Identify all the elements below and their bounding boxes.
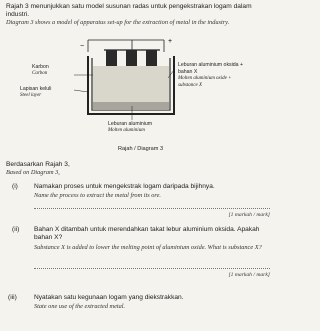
question-iii-ms: Nyatakan satu kegunaan logam yang diekstrakkan. (34, 294, 184, 301)
label-carbon-en: Carbon (32, 71, 48, 76)
based-on-en: Based on Diagram 3, (6, 169, 60, 176)
intro-ms: Rajah 3 menunjukkan satu model susunan radas untuk pengekstrakan logam dalam industri. (6, 3, 252, 18)
label-carbon-ms: Karbon (32, 64, 49, 70)
intro-en: Diagram 3 shows a model of apparatus set-up for the extraction of metal in the industry. (6, 19, 230, 26)
question-i-ms: Namakan proses untuk mengekstrak logam daripada bijihnya. (34, 183, 215, 190)
label-solution-en2: substance X (178, 83, 203, 88)
question-iii-en: State one use of the extracted metal. (34, 303, 126, 310)
label-solution-ms2: bahan X (178, 69, 198, 75)
question-ii-en: Substance X is added to lower the melting point of aluminium oxide. What is substance X? (34, 244, 262, 251)
question-ii-ms: Bahan X ditambah untuk merendahkan takat lebur aluminium oksida. Apakah bahan X? (34, 226, 260, 241)
answer-line-ii[interactable] (34, 268, 270, 269)
question-iii-number: (iii) (8, 294, 17, 301)
based-on-ms: Berdasarkan Rajah 3, (6, 161, 70, 168)
question-i-number: (i) (12, 183, 18, 190)
label-solution-en: Molten aluminium oxide + (178, 76, 232, 81)
label-molten-en: Molten aluminium (108, 128, 145, 133)
positive-sign: + (168, 38, 173, 45)
mark-i: [1 markah / mark] (228, 212, 270, 218)
question-ii-number: (ii) (12, 226, 20, 233)
label-steel-en: Steel layer (20, 93, 42, 98)
label-solution-ms: Leburan aluminium oksida + (178, 62, 244, 68)
mark-ii: [1 markah / mark] (228, 272, 270, 278)
diagram-caption: Rajah / Diagram 3 (118, 146, 164, 152)
negative-sign: − (80, 43, 85, 50)
label-steel-ms: Lapisan keluli (20, 86, 52, 92)
question-i-en: Name the process to extract the metal from its ore. (34, 192, 161, 199)
answer-line-i[interactable] (34, 208, 270, 209)
label-molten-ms: Leburan aluminium (108, 121, 153, 127)
